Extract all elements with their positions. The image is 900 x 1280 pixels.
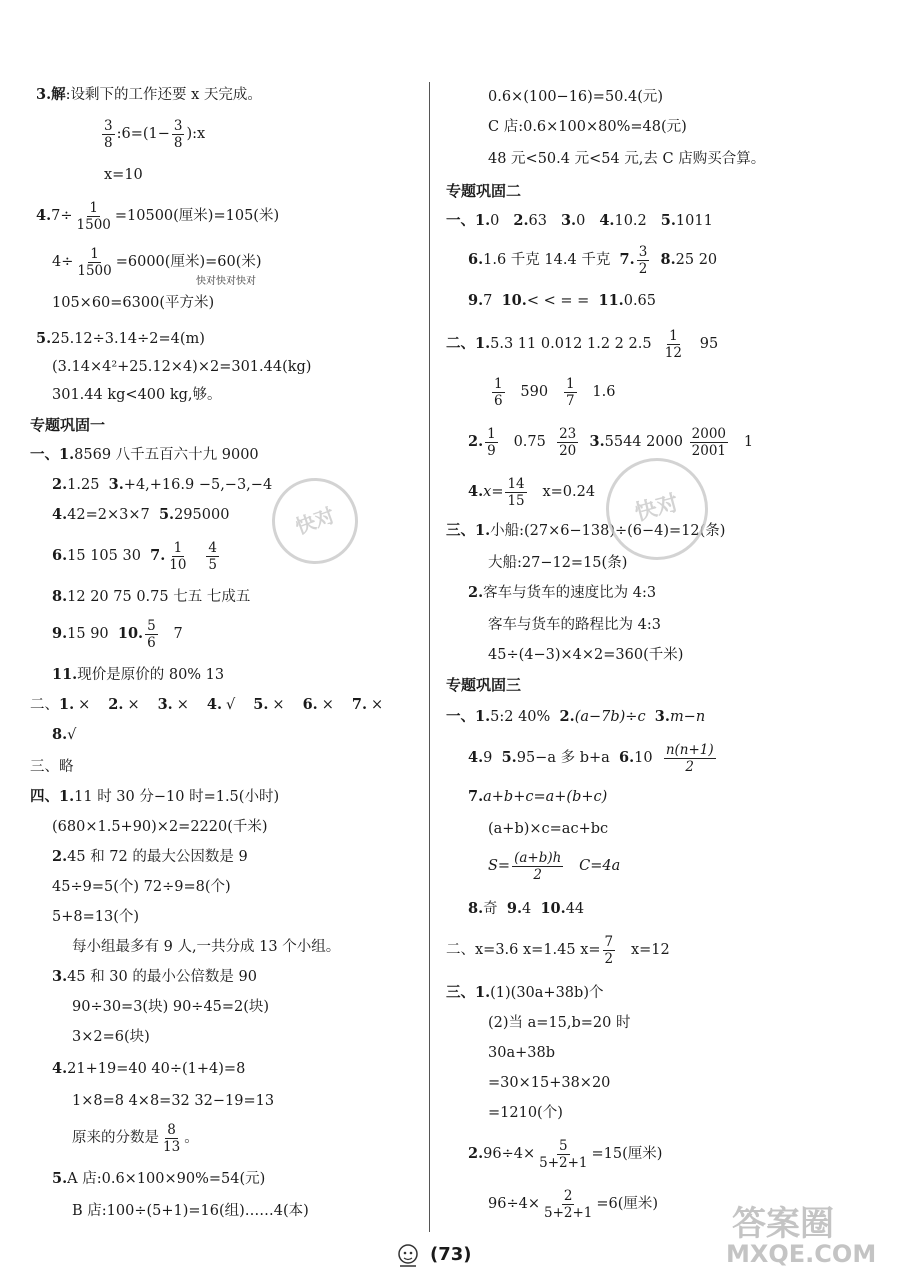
tf-mark: √: [226, 697, 236, 713]
s2-line12: 45÷(4−3)×4×2=360(千米): [488, 647, 684, 663]
s3-line9: (2)当 a=15,b=20 时: [488, 1015, 631, 1031]
fraction: $\frac{7}{2}$: [604, 933, 614, 967]
q5-line1: 5.25.12÷3.14÷2=4(m): [36, 330, 205, 347]
s1-row10: 三、略: [30, 759, 74, 775]
fraction: $\frac{3}{8}$: [104, 117, 113, 151]
item-number: 一、1.: [446, 212, 491, 229]
fraction: $\frac{5}{6}$: [147, 617, 156, 651]
fraction: $\frac{1}{7}$: [565, 375, 575, 409]
q5-line3: 301.44 kg<400 kg,够。: [52, 387, 222, 403]
r-row0: 0.6×(100−16)=50.4(元): [488, 89, 664, 105]
q3-line2: $\frac{3}{8}$ :6=(1− $\frac{3}{8}$ ):x: [104, 117, 206, 151]
s1-row3: 4.42=2×3×7 5.295000: [52, 506, 230, 523]
fraction: $\frac{2}{5+2+1}$: [543, 1187, 593, 1221]
s1-row9: 8.√: [52, 726, 77, 743]
tf-mark: ×: [321, 697, 334, 713]
fraction: $\frac{5}{5+2+1}$: [539, 1137, 588, 1171]
s1-row11: 四、1.11 时 30 分−10 时=1.5(小时): [30, 788, 280, 805]
fraction: $\frac{8}{13}$: [163, 1121, 181, 1155]
s1-row18: 90÷30=3(块) 90÷45=2(块): [72, 999, 270, 1015]
s3-line1: 一、1.5:2 40% 2.(a−7b)÷c 3.m−n: [446, 708, 706, 725]
fraction: $\frac{2000}{2001}$: [691, 425, 727, 459]
s3-line3: 7.a+b+c=a+(b+c): [468, 788, 608, 805]
q3-line1: 3.解:设剩下的工作还要 x 天完成。: [36, 86, 262, 103]
s3-line7: 二、x=3.6 x=1.45 x= $\frac{7}{2}$ x=12: [446, 933, 670, 967]
tf-mark: ×: [127, 697, 140, 713]
s2-line2: 6.1.6 千克 14.4 千克 7. $\frac{3}{2}$ 8.25 20: [468, 243, 718, 277]
answer-value: 0: [576, 213, 586, 229]
brand-watermark: 答案圈: [732, 1204, 834, 1244]
section-title-2: 专题巩固二: [446, 182, 522, 200]
item-number: 5.: [660, 212, 676, 229]
s1-row8: 二、1. × 2. × 3. × 4. √ 5. × 6. × 7. ×: [30, 696, 384, 713]
s3-line14: 96÷4× $\frac{2}{5+2+1}$ =6(厘米): [488, 1187, 659, 1221]
s2-line1: [446, 210, 727, 232]
s1-row20: 4.21+19=40 40÷(1+4)=8: [52, 1060, 246, 1077]
watermark-small-text: 快对快对快对: [196, 276, 256, 287]
s1-row24: B 店:100÷(5+1)=16(组)……4(本): [72, 1203, 309, 1219]
answer-value: 0: [490, 213, 500, 229]
s1-row13: 2.45 和 72 的最大公因数是 9: [52, 848, 248, 865]
tf-mark: ×: [371, 697, 384, 713]
s3-line10: 30a+38b: [488, 1045, 555, 1061]
item-number: 4.: [599, 212, 615, 229]
tf-mark: ×: [176, 697, 189, 713]
s1-row14: 45÷9=5(个) 72÷9=8(个): [52, 879, 231, 895]
s1-row7: 11.现价是原价的 80% 13: [52, 666, 225, 683]
s3-line12: =1210(个): [488, 1105, 563, 1121]
s1-row12: (680×1.5+90)×2=2220(千米): [52, 819, 268, 835]
s2-line10: 2.客车与货车的速度比为 4:3: [468, 584, 657, 601]
item-number: 1.: [59, 696, 75, 713]
item-number: 7.: [351, 696, 368, 713]
s1-row22: 原来的分数是 $\frac{8}{13}$ 。: [72, 1121, 199, 1155]
s1-row5: 8.12 20 75 0.75 七五 七成五: [52, 588, 251, 605]
fraction: $\frac{n(n+1)}{2}$: [665, 741, 714, 775]
fraction: $\frac{3}{2}$: [638, 243, 648, 277]
fraction: $\frac{3}{8}$: [173, 117, 183, 151]
s1-row6: 9.15 90 10. $\frac{5}{6}$ 7: [52, 617, 183, 651]
s1-row15: 5+8=13(个): [52, 909, 140, 925]
q4-line1: 4.7÷ $\frac{1}{1500}$ =10500(厘米)=105(米): [36, 199, 280, 233]
page-number: ( 73 ): [430, 1240, 470, 1270]
s1-row17: 3.45 和 30 的最小公倍数是 90: [52, 968, 257, 985]
item-number: 2.: [513, 212, 529, 229]
fraction: $\frac{23}{20}$: [559, 425, 577, 459]
s2-line7: 4.x= $\frac{14}{15}$ x=0.24: [468, 475, 596, 509]
fraction: $\frac{1}{12}$: [664, 327, 682, 361]
answer-value: 10.2: [614, 213, 647, 229]
s1-row21: 1×8=8 4×8=32 32−19=13: [72, 1093, 275, 1109]
s2-line3: 9.7 10.< < = = 11.0.65: [468, 292, 657, 309]
s3-line6: 8.奇 9.4 10.44: [468, 900, 585, 917]
tf-mark: ×: [78, 697, 91, 713]
fraction: $\frac{1}{1500}$: [77, 245, 112, 279]
r-row1: C 店:0.6×100×80%=48(元): [488, 119, 687, 135]
item-number: 3.: [560, 212, 577, 229]
fraction: $\frac{1}{10}$: [169, 539, 187, 573]
answer-value: 1011: [675, 213, 713, 229]
item-number: 6.: [302, 696, 318, 713]
q4-line2: 4÷ $\frac{1}{1500}$ =6000(厘米)=60(米): [52, 245, 262, 279]
item-number: 3.: [157, 696, 173, 713]
s3-line4: (a+b)×c=ac+bc: [488, 821, 609, 837]
s2-line4: 二、1.5.3 11 0.012 1.2 2 2.5 $\frac{1}{12}$ 95: [446, 327, 719, 361]
mascot-icon: [390, 1242, 426, 1270]
fraction: $\frac{1}{1500}$: [76, 199, 111, 233]
item-number: 4.: [206, 696, 223, 713]
s1-row4: 6.15 105 30 7. $\frac{1}{10}$ $\frac{4}{5}$: [52, 539, 217, 573]
item-number: 5.: [253, 696, 269, 713]
section-title-1: 专题巩固一: [30, 416, 106, 434]
s3-line8: 三、1.(1)(30a+38b)个: [446, 984, 604, 1001]
column-divider: [429, 82, 430, 1232]
fraction: $\frac{1}{6}$: [494, 375, 503, 409]
section-title-3: 专题巩固三: [446, 676, 522, 694]
q4-line3: 105×60=6300(平方米): [52, 295, 215, 311]
watermark-stamp: 快对: [595, 447, 720, 572]
s2-line6: 2. $\frac{1}{9}$ 0.75 $\frac{23}{20}$ 3.5544 2000 $\frac{2000}{2001}$ 1: [468, 425, 754, 459]
s1-row23: 5.A 店:0.6×100×90%=54(元): [52, 1170, 266, 1187]
brand-url-watermark: MXQE.COM: [726, 1240, 877, 1268]
s3-line2: 4.9 5.95−a 多 b+a 6.10 $\frac{n(n+1)}{2}$: [468, 741, 714, 775]
fraction: $\frac{(a+b)h}{2}$: [514, 849, 562, 883]
s1-row16: 每小组最多有 9 人,一共分成 13 个小组。: [72, 939, 341, 955]
s1-row19: 3×2=6(块): [72, 1029, 150, 1045]
s1-row2: 2.1.25 3.+4,+16.9 −5,−3,−4: [52, 476, 273, 493]
s3-line11: =30×15+38×20: [488, 1075, 611, 1091]
s1-row1: 一、1.8569 八千五百六十九 9000: [30, 446, 259, 463]
tf-mark: ×: [272, 697, 285, 713]
s3-line13: 2.96÷4× $\frac{5}{5+2+1}$ =15(厘米): [468, 1137, 663, 1171]
s3-line5: S= $\frac{(a+b)h}{2}$ C=4a: [488, 849, 621, 883]
watermark-stamp: 快对: [260, 466, 370, 576]
answer-value: 63: [528, 213, 547, 229]
q3-line3: x=10: [104, 167, 143, 183]
s2-line11: 客车与货车的路程比为 4:3: [488, 617, 661, 633]
item-number: 2.: [108, 696, 124, 713]
fraction: $\frac{1}{9}$: [487, 425, 496, 459]
s2-line9: 大船:27−12=15(条): [488, 555, 628, 571]
q5-line2: (3.14×4²+25.12×4)×2=301.44(kg): [52, 359, 312, 375]
s2-line5: $\frac{1}{6}$ 590 $\frac{1}{7}$ 1.6: [494, 375, 616, 409]
r-row2: 48 元<50.4 元<54 元,去 C 店购买合算。: [488, 151, 766, 167]
s2-line8: 三、1.小船:(27×6−138)÷(6−4)=12(条): [446, 522, 726, 539]
fraction: $\frac{14}{15}$: [507, 475, 525, 509]
fraction: $\frac{4}{5}$: [208, 539, 217, 573]
